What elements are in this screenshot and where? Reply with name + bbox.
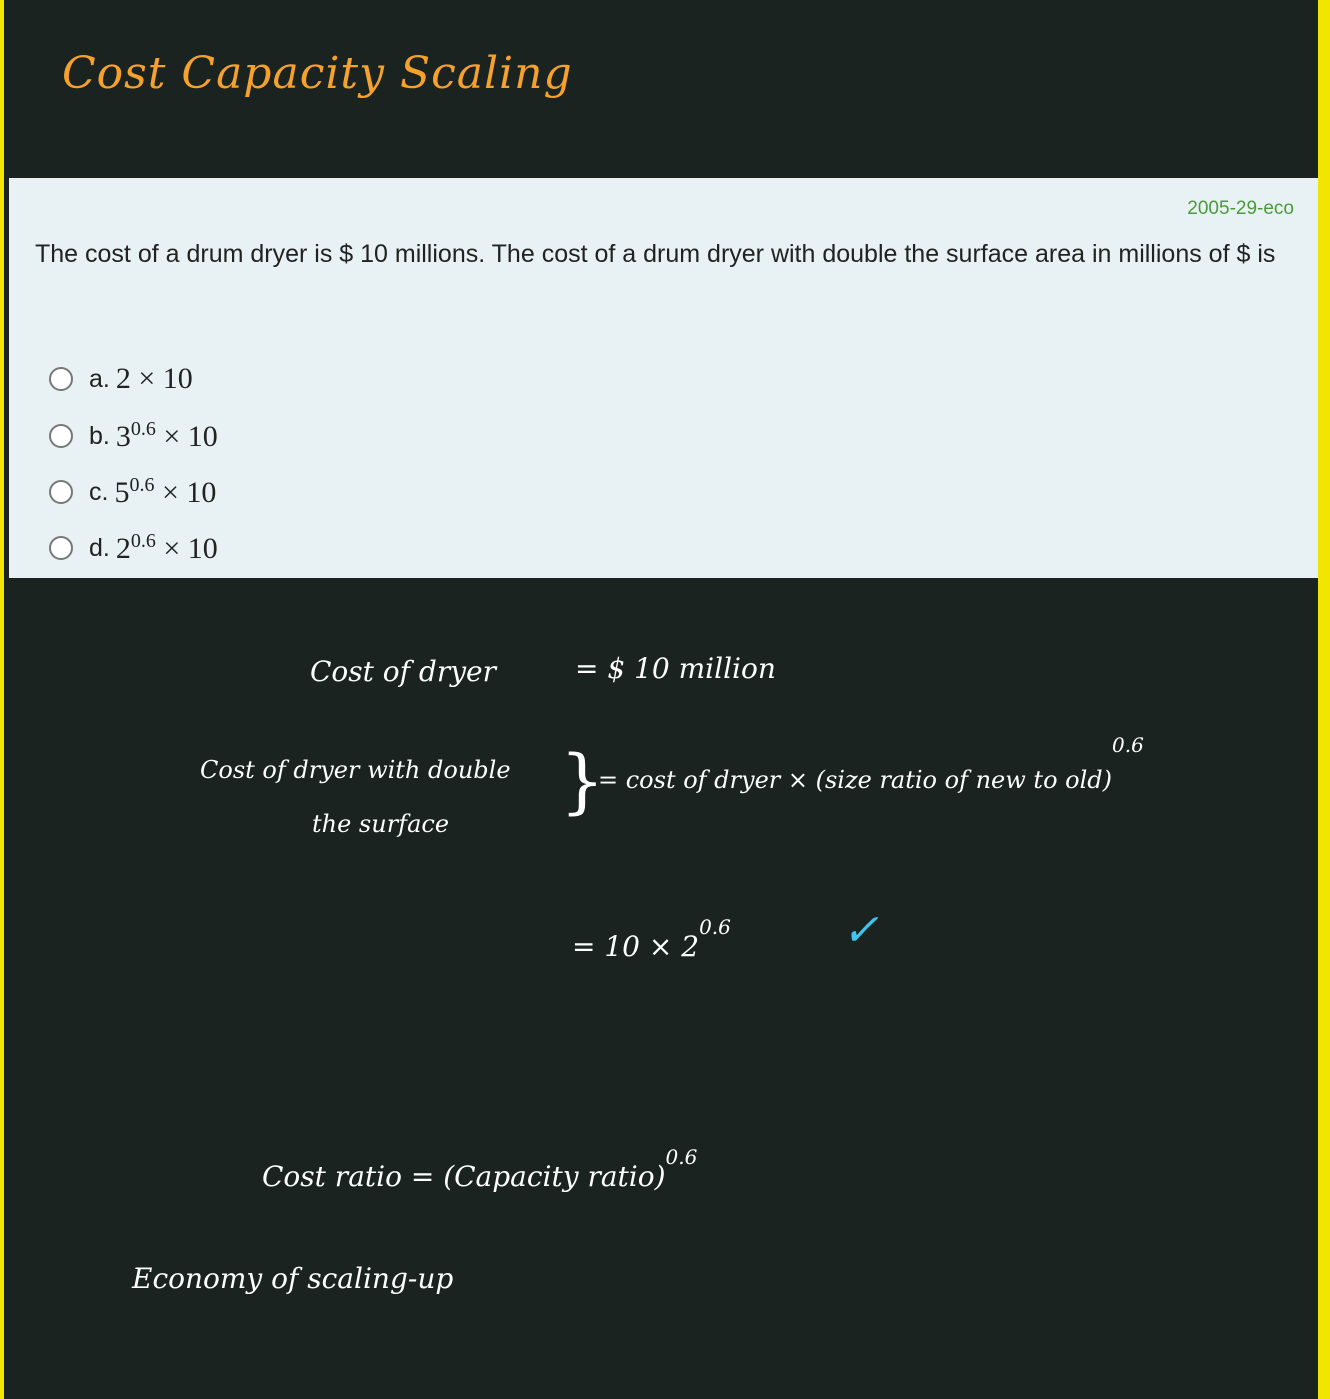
question-code: 2005-29-eco [1187, 198, 1294, 219]
question-text: The cost of a drum dryer is $ 10 millions. The cost of a drum dryer with double the surface area in millions of $ is [35, 240, 1276, 268]
note-line2-left-a: Cost of dryer with double [200, 756, 511, 784]
radio-button[interactable] [49, 480, 73, 504]
note-line4 [262, 1145, 698, 1193]
rest: × 10 [163, 420, 218, 453]
rest: × 10 [163, 532, 218, 565]
radio-button[interactable] [49, 536, 73, 560]
rest: × 10 [161, 476, 217, 509]
radio-button[interactable] [49, 367, 73, 391]
note-line2-left-b: the surface [312, 810, 450, 838]
option-letter: a. [89, 364, 110, 393]
result: = 10 × 2 [572, 930, 700, 963]
note-line1-right: = $ 10 million [575, 652, 776, 685]
formula: = cost of dryer × (size ratio of new to old) [598, 766, 1112, 794]
note-line1-left: Cost of dryer [310, 655, 497, 688]
page-title: Cost Capacity Scaling [62, 48, 573, 99]
base: 2 [115, 362, 131, 395]
base: 3 [115, 420, 131, 453]
exponent: 0.6 [1112, 733, 1144, 757]
radio-button[interactable] [49, 424, 73, 448]
exponent: 0.6 [129, 474, 155, 496]
exponent: 0.6 [130, 418, 156, 440]
exponent: 0.6 [665, 1145, 698, 1169]
option-c[interactable] [49, 474, 216, 510]
note-line5: Economy of scaling-up [132, 1262, 454, 1295]
exponent: 0.6 [130, 530, 156, 552]
option-letter: d. [89, 533, 110, 562]
exponent: 0.6 [699, 915, 731, 939]
option-math [116, 362, 193, 396]
option-a[interactable] [49, 362, 193, 396]
option-math [116, 418, 218, 454]
option-letter: c. [89, 477, 109, 506]
option-d[interactable] [49, 530, 218, 566]
formula: Cost ratio = (Capacity ratio) [262, 1160, 666, 1193]
base: 5 [114, 476, 130, 509]
option-math [116, 530, 218, 566]
note-line2-right [598, 733, 1144, 794]
option-b[interactable] [49, 418, 218, 454]
check-mark-icon: ✓ [842, 905, 879, 956]
rest: × 10 [138, 362, 193, 395]
option-letter: b. [89, 421, 110, 450]
note-line3 [572, 915, 731, 963]
brace: } [560, 740, 605, 822]
base: 2 [115, 532, 131, 565]
option-math [114, 474, 216, 510]
question-panel [9, 178, 1318, 578]
